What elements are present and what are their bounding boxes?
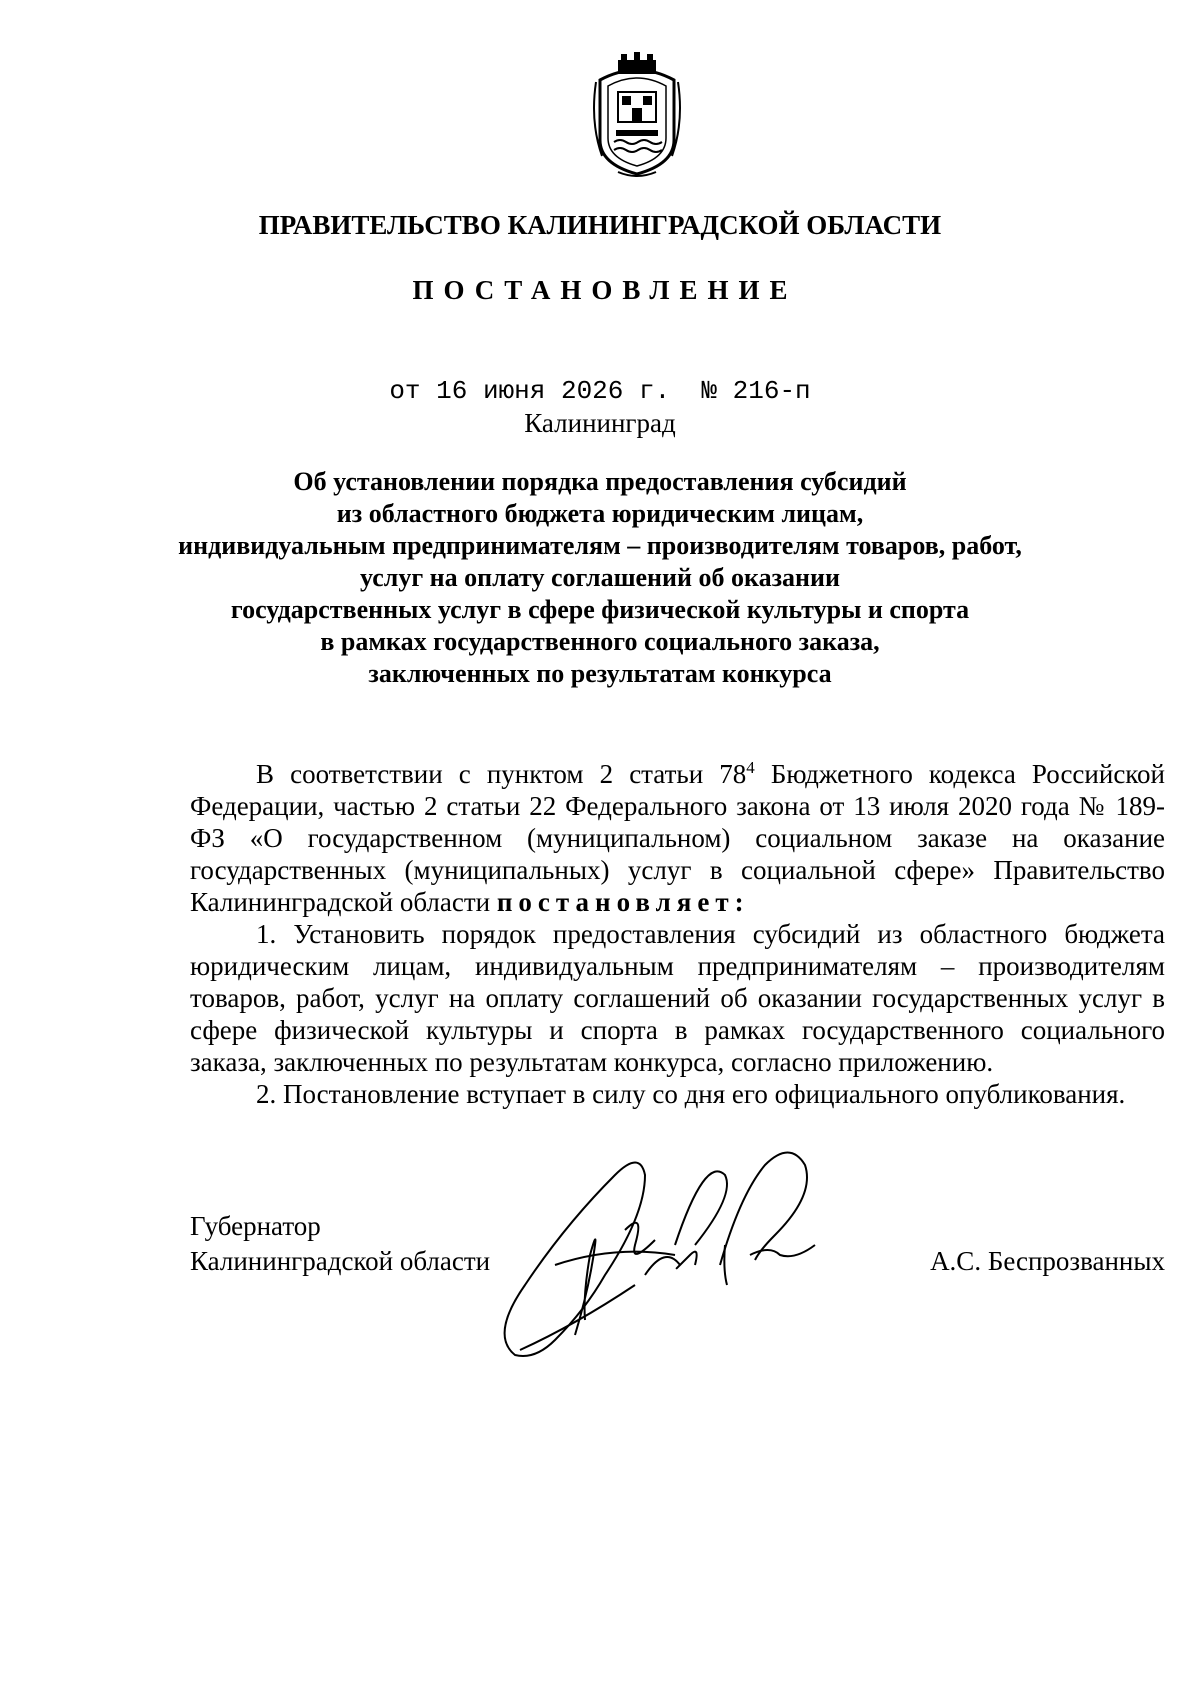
document-body	[190, 758, 1165, 1110]
position-line: Губернатор	[190, 1211, 321, 1241]
item-2-paragraph: 2. Постановление вступает в силу со дня его официального опубликования.	[256, 1079, 1126, 1109]
document-type: ПОСТАНОВЛЕНИЕ	[412, 275, 798, 305]
resolves-word: постановляет:	[496, 887, 750, 917]
document-date: 16 июня 2026 г.	[436, 376, 671, 406]
preamble-text: В соответствии с пунктом 2 статьи 78	[256, 759, 747, 789]
city: Калининград	[524, 408, 676, 438]
title-line: в рамках государственного социального заказа,	[320, 627, 880, 656]
coat-of-arms-icon	[588, 52, 686, 180]
document-title	[120, 466, 1080, 690]
signatory-name: А.С. Беспрозванных	[930, 1246, 1165, 1276]
handwritten-signature	[495, 1135, 875, 1375]
title-line: индивидуальным предпринимателям – производителям товаров, работ,	[178, 531, 1022, 560]
title-line: из областного бюджета юридическим лицам,	[336, 499, 864, 528]
item-1-paragraph: 1. Установить порядок предоставления субсидий из областного бюджета юридическим лицам, индивидуальным предпринимателям – производителям товаров, работ, услуг на оплату соглашений об оказании государственных услуг в сфере физической культуры и спорта в рамках государственного социального заказа, заключенных по результатам конкурса, согласно приложению.	[190, 919, 1165, 1077]
organization-name: ПРАВИТЕЛЬСТВО КАЛИНИНГРАДСКОЙ ОБЛАСТИ	[258, 210, 942, 240]
preamble-text-cont: Бюджетного кодекса Российской Федерации, частью 2 статьи 22 Федерального закона от 13 июля 2020 года № 189-ФЗ «О государственном (муниципальном) социальном заказе на оказание государственных (муниципальных) услуг в социальной сфере» Правительство Калининградской области	[190, 759, 1165, 917]
title-line: услуг на оплату соглашений об оказании	[360, 563, 840, 592]
position-line: Калининградской области	[190, 1246, 491, 1276]
preamble-paragraph	[190, 758, 1165, 918]
date-prefix: от	[389, 376, 421, 406]
title-line: заключенных по результатам конкурса	[368, 659, 832, 688]
title-line: государственных услуг в сфере физической культуры и спорта	[230, 595, 970, 624]
article-superscript: 4	[746, 758, 755, 777]
title-line: Об установлении порядка предоставления субсидий	[293, 467, 907, 496]
number-sign: №	[701, 376, 718, 406]
date-number-line	[0, 376, 1200, 406]
document-number: 216-п	[732, 376, 811, 406]
signatory-position	[190, 1209, 490, 1279]
